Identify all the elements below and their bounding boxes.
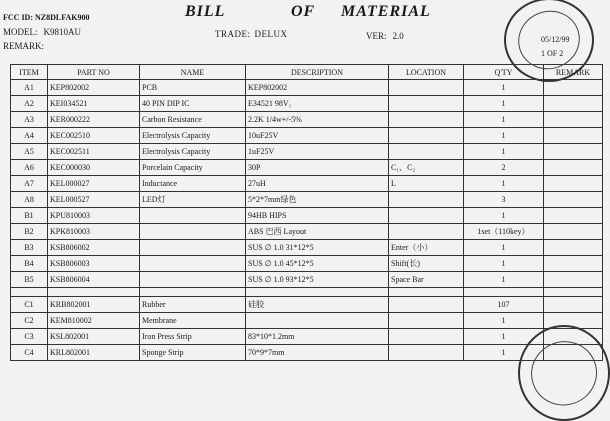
version-line bbox=[366, 31, 404, 41]
cell-remark bbox=[544, 176, 603, 192]
cell-item: A4 bbox=[11, 128, 48, 144]
col-header-description: DESCRIPTION bbox=[246, 65, 389, 80]
page-indicator: 1 OF 2 bbox=[541, 49, 564, 58]
cell-remark bbox=[544, 288, 603, 297]
cell-qty bbox=[464, 288, 544, 297]
cell-remark bbox=[544, 96, 603, 112]
cell-qty: 1 bbox=[464, 272, 544, 288]
table-row bbox=[11, 80, 603, 96]
cell-name bbox=[140, 256, 246, 272]
cell-part-no: KRL802001 bbox=[48, 345, 140, 361]
cell-description: 5*2*7mm绿色 bbox=[246, 192, 389, 208]
model-line bbox=[3, 27, 81, 37]
cell-part-no bbox=[48, 288, 140, 297]
cell-item: A1 bbox=[11, 80, 48, 96]
cell-item bbox=[11, 288, 48, 297]
table-row bbox=[11, 208, 603, 224]
cell-description: 27uH bbox=[246, 176, 389, 192]
cell-location bbox=[389, 288, 464, 297]
cell-name: 40 PIN DIP IC bbox=[140, 96, 246, 112]
cell-name: PCB bbox=[140, 80, 246, 96]
cell-name bbox=[140, 224, 246, 240]
cell-location bbox=[389, 208, 464, 224]
cell-item: A3 bbox=[11, 112, 48, 128]
cell-qty: 1 bbox=[464, 96, 544, 112]
col-header-location: LOCATION bbox=[389, 65, 464, 80]
cell-qty: 1 bbox=[464, 256, 544, 272]
cell-name: Rubber bbox=[140, 297, 246, 313]
cell-name: Iron Press Strip bbox=[140, 329, 246, 345]
table-row bbox=[11, 224, 603, 240]
cell-remark bbox=[544, 144, 603, 160]
cell-part-no: KEC000030 bbox=[48, 160, 140, 176]
cell-part-no: KPU810003 bbox=[48, 208, 140, 224]
cell-location: L bbox=[389, 176, 464, 192]
cell-remark bbox=[544, 128, 603, 144]
col-header-item: ITEM bbox=[11, 65, 48, 80]
cell-item: B4 bbox=[11, 256, 48, 272]
trade-label: TRADE: bbox=[215, 29, 251, 39]
cell-name bbox=[140, 240, 246, 256]
cell-item: B2 bbox=[11, 224, 48, 240]
seal-inner-ring bbox=[510, 2, 588, 78]
cell-name bbox=[140, 288, 246, 297]
cell-qty: 1 bbox=[464, 208, 544, 224]
table-row bbox=[11, 96, 603, 112]
cell-qty: 1 bbox=[464, 176, 544, 192]
cell-name bbox=[140, 272, 246, 288]
table-row bbox=[11, 329, 603, 345]
cell-qty: 1 bbox=[464, 128, 544, 144]
cell-location: Enter（小） bbox=[389, 240, 464, 256]
cell-location bbox=[389, 345, 464, 361]
cell-remark bbox=[544, 160, 603, 176]
trade-value: DELUX bbox=[254, 29, 288, 39]
cell-item: B1 bbox=[11, 208, 48, 224]
cell-location bbox=[389, 297, 464, 313]
cell-part-no: KEC002510 bbox=[48, 128, 140, 144]
table-row bbox=[11, 112, 603, 128]
table-row bbox=[11, 144, 603, 160]
cell-location bbox=[389, 112, 464, 128]
seal-inner-ring bbox=[522, 332, 606, 414]
fcc-id: FCC ID: NZ8DLFAK900 bbox=[3, 13, 90, 22]
model-value: K9810AU bbox=[43, 27, 81, 37]
table-row bbox=[11, 176, 603, 192]
cell-description bbox=[246, 313, 389, 329]
cell-remark bbox=[544, 272, 603, 288]
col-header-part-no: PART NO bbox=[48, 65, 140, 80]
ver-value: 2.0 bbox=[392, 31, 404, 41]
cell-part-no: KSB806002 bbox=[48, 240, 140, 256]
col-header-name: NAME bbox=[140, 65, 246, 80]
cell-item: C1 bbox=[11, 297, 48, 313]
cell-part-no: KER000222 bbox=[48, 112, 140, 128]
cell-qty: 1 bbox=[464, 80, 544, 96]
cell-part-no: KEI034521 bbox=[48, 96, 140, 112]
cell-item: C4 bbox=[11, 345, 48, 361]
cell-name: Electrolysis Capacity bbox=[140, 144, 246, 160]
cell-description: 2.2K 1/4w+/-5% bbox=[246, 112, 389, 128]
ver-label: VER: bbox=[366, 31, 387, 41]
cell-description: 83*10*1.2mm bbox=[246, 329, 389, 345]
company-seal-top bbox=[504, 0, 594, 82]
cell-remark bbox=[544, 192, 603, 208]
cell-name: Porcelain Capacity bbox=[140, 160, 246, 176]
title-word-material: MATERIAL bbox=[341, 3, 431, 20]
cell-remark bbox=[544, 112, 603, 128]
cell-description: 硅胶 bbox=[246, 297, 389, 313]
cell-description: 10uF25V bbox=[246, 128, 389, 144]
cell-description: 70*9*7mm bbox=[246, 345, 389, 361]
cell-name: LED灯 bbox=[140, 192, 246, 208]
cell-description: 30P bbox=[246, 160, 389, 176]
table-row bbox=[11, 313, 603, 329]
title-word-bill: BILL bbox=[185, 3, 226, 20]
table-row bbox=[11, 272, 603, 288]
cell-description: SUS ∅ 1.0 93*12*5 bbox=[246, 272, 389, 288]
cell-qty: 1 bbox=[464, 112, 544, 128]
cell-item: A2 bbox=[11, 96, 48, 112]
cell-location: Space Bar bbox=[389, 272, 464, 288]
cell-qty: 107 bbox=[464, 297, 544, 313]
col-header-qty: Q'TY bbox=[464, 65, 544, 80]
cell-item: A5 bbox=[11, 144, 48, 160]
table-row bbox=[11, 160, 603, 176]
cell-part-no: KPK810003 bbox=[48, 224, 140, 240]
cell-location bbox=[389, 313, 464, 329]
cell-part-no: KSB806004 bbox=[48, 272, 140, 288]
cell-qty: 1 bbox=[464, 329, 544, 345]
cell-item: A8 bbox=[11, 192, 48, 208]
col-header-remark: REMARK bbox=[544, 65, 603, 80]
table-row bbox=[11, 345, 603, 361]
company-seal-bottom bbox=[518, 325, 610, 421]
cell-location: Shift(长) bbox=[389, 256, 464, 272]
cell-description: SUS ∅ 1.0 45*12*5 bbox=[246, 256, 389, 272]
cell-location bbox=[389, 96, 464, 112]
cell-remark bbox=[544, 297, 603, 313]
cell-location bbox=[389, 329, 464, 345]
cell-location: C₁、C₂ bbox=[389, 160, 464, 176]
table-body bbox=[11, 80, 603, 361]
remark-label: REMARK: bbox=[3, 41, 45, 51]
cell-description: 94HB HIPS bbox=[246, 208, 389, 224]
cell-qty: 2 bbox=[464, 160, 544, 176]
cell-remark bbox=[544, 256, 603, 272]
cell-part-no: KSB806003 bbox=[48, 256, 140, 272]
cell-qty: 3 bbox=[464, 192, 544, 208]
cell-part-no: KSL802001 bbox=[48, 329, 140, 345]
table-row bbox=[11, 297, 603, 313]
cell-qty: 1 bbox=[464, 313, 544, 329]
cell-remark bbox=[544, 80, 603, 96]
cell-qty: 1 bbox=[464, 144, 544, 160]
table-row bbox=[11, 256, 603, 272]
cell-part-no: KEP802002 bbox=[48, 80, 140, 96]
cell-remark bbox=[544, 208, 603, 224]
cell-location bbox=[389, 192, 464, 208]
cell-description: 1uF25V bbox=[246, 144, 389, 160]
cell-location bbox=[389, 80, 464, 96]
cell-item: A6 bbox=[11, 160, 48, 176]
table-row bbox=[11, 288, 603, 297]
cell-name: Membrane bbox=[140, 313, 246, 329]
bom-table bbox=[10, 64, 603, 361]
cell-qty: 1 bbox=[464, 345, 544, 361]
cell-description: E34521 98V₁ bbox=[246, 96, 389, 112]
cell-location bbox=[389, 144, 464, 160]
cell-location bbox=[389, 224, 464, 240]
title-word-of: OF bbox=[291, 3, 316, 20]
cell-description bbox=[246, 288, 389, 297]
model-label: MODEL: bbox=[3, 27, 38, 37]
cell-name: Carbon Resistance bbox=[140, 112, 246, 128]
trade-line bbox=[215, 29, 288, 39]
cell-qty: 1set（110key） bbox=[464, 224, 544, 240]
cell-name: Sponge Strip bbox=[140, 345, 246, 361]
table-row bbox=[11, 128, 603, 144]
cell-name: Inductance bbox=[140, 176, 246, 192]
cell-item: C2 bbox=[11, 313, 48, 329]
table-row bbox=[11, 192, 603, 208]
cell-item: A7 bbox=[11, 176, 48, 192]
table-row bbox=[11, 240, 603, 256]
cell-remark bbox=[544, 224, 603, 240]
cell-description: SUS ∅ 1.0 31*12*5 bbox=[246, 240, 389, 256]
cell-name bbox=[140, 208, 246, 224]
cell-qty: 1 bbox=[464, 240, 544, 256]
cell-part-no: KEL000527 bbox=[48, 192, 140, 208]
cell-item: B3 bbox=[11, 240, 48, 256]
cell-part-no: KRB802001 bbox=[48, 297, 140, 313]
cell-description: ABS 巴西 Layout bbox=[246, 224, 389, 240]
cell-part-no: KEC002511 bbox=[48, 144, 140, 160]
cell-location bbox=[389, 128, 464, 144]
cell-item: B5 bbox=[11, 272, 48, 288]
cell-part-no: KEL000027 bbox=[48, 176, 140, 192]
cell-description: KEP802002 bbox=[246, 80, 389, 96]
document-date: 05/12/99 bbox=[541, 35, 570, 44]
cell-name: Electrolysis Capacity bbox=[140, 128, 246, 144]
cell-item: C3 bbox=[11, 329, 48, 345]
cell-remark bbox=[544, 240, 603, 256]
cell-part-no: KEM810002 bbox=[48, 313, 140, 329]
